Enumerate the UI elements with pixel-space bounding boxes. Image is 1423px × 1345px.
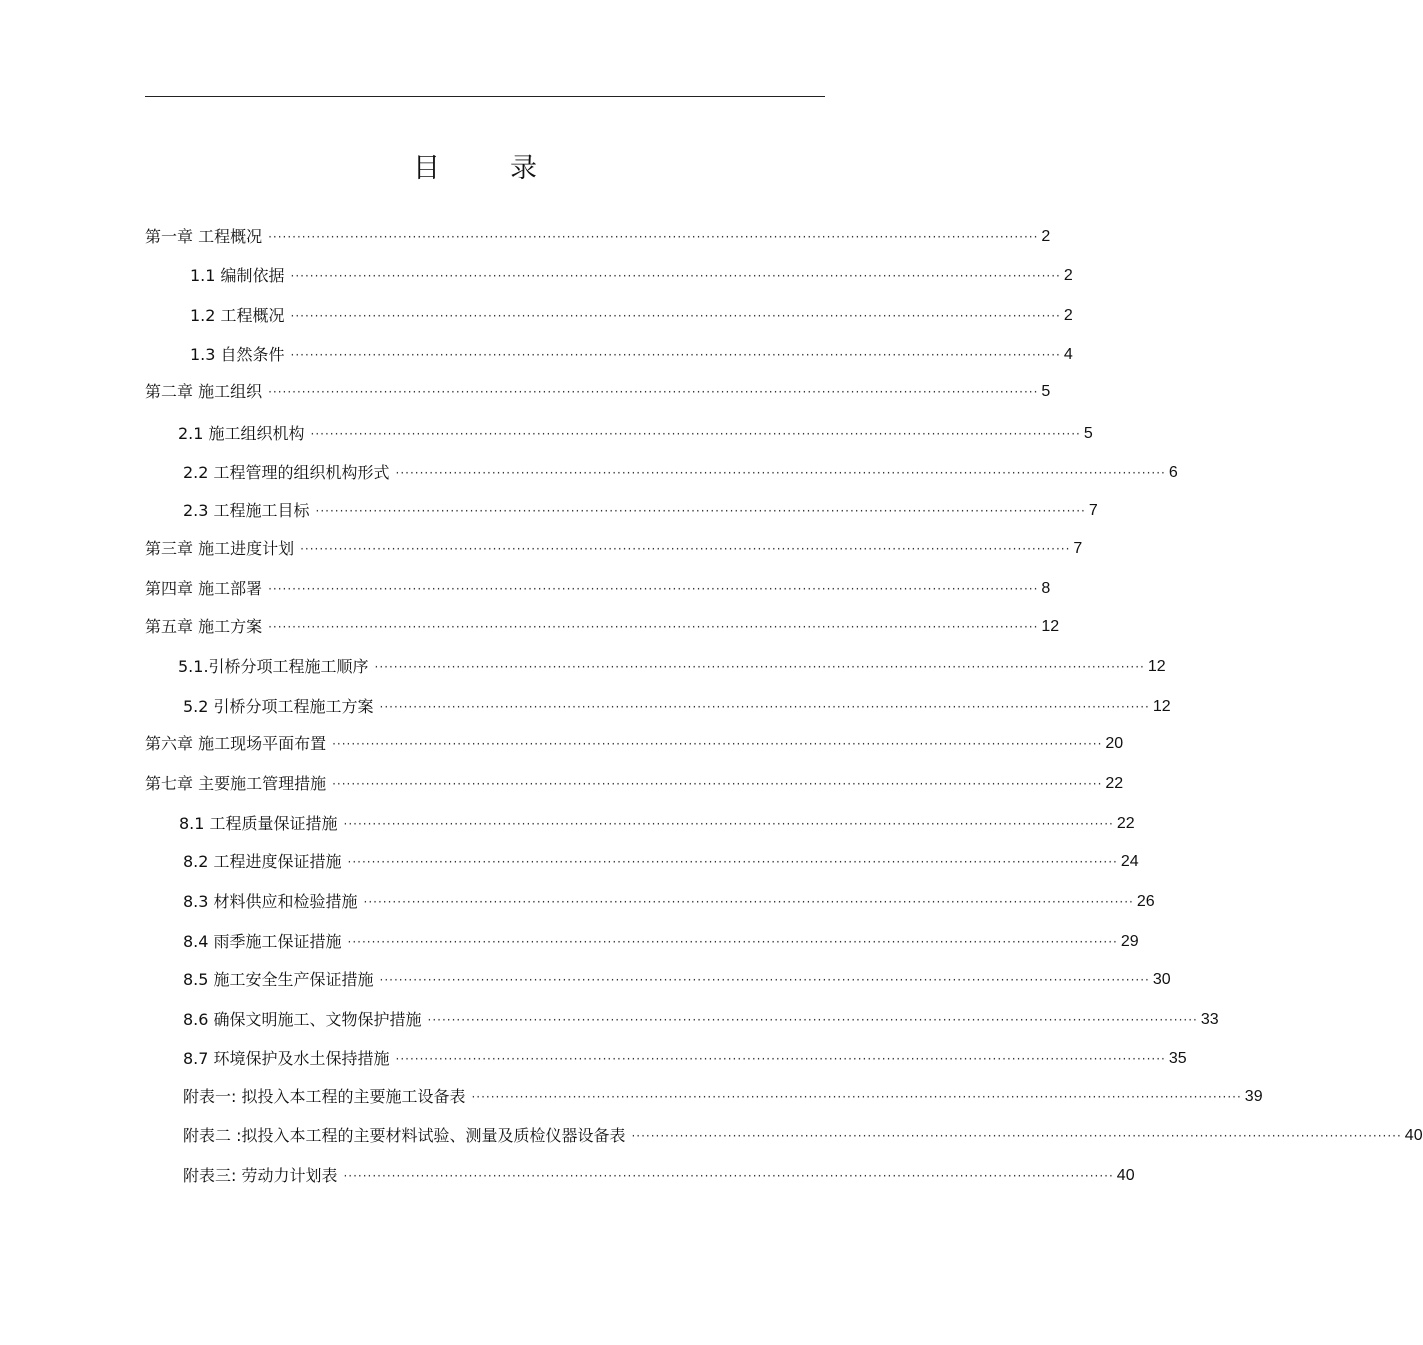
toc-entry[interactable] — [183, 1122, 1423, 1146]
toc-dot-leader: ································································································································································ — [374, 660, 1145, 674]
toc-dot-leader: ································································································································································ — [290, 309, 1061, 323]
toc-entry-label: 8.5 施工安全生产保证措施 — [183, 970, 374, 989]
toc-entry[interactable] — [145, 575, 1051, 599]
toc-entry[interactable] — [183, 848, 1139, 872]
toc-entry-page-number: 2 — [1041, 228, 1051, 245]
toc-dot-leader: ································································································································································ — [332, 777, 1103, 791]
toc-dot-leader: ································································································································································ — [395, 466, 1166, 480]
toc-entry-page-number: 2 — [1063, 267, 1073, 284]
toc-dot-leader: ································································································································································ — [379, 973, 1150, 987]
toc-entry[interactable] — [179, 810, 1135, 834]
toc-entry-page-number: 30 — [1152, 971, 1171, 988]
toc-entry-page-number: 24 — [1120, 853, 1139, 870]
toc-entry-page-number: 12 — [1147, 658, 1166, 675]
toc-entry-page-number: 22 — [1105, 775, 1124, 792]
toc-entry-label: 1.3 自然条件 — [190, 345, 285, 364]
toc-dot-leader: ································································································································································ — [332, 737, 1103, 751]
toc-entry-label: 附表二 :拟投入本工程的主要材料试验、测量及质检仪器设备表 — [183, 1126, 626, 1145]
toc-dot-leader: ································································································································································ — [290, 348, 1061, 362]
toc-entry[interactable] — [145, 613, 1060, 637]
toc-entry-label: 1.2 工程概况 — [190, 306, 285, 325]
toc-entry-page-number: 12 — [1152, 698, 1171, 715]
toc-dot-leader: ································································································································································ — [268, 385, 1039, 399]
toc-entry[interactable] — [183, 693, 1171, 717]
toc-dot-leader: ································································································································································ — [347, 855, 1118, 869]
toc-entry-label: 5.2 引桥分项工程施工方案 — [183, 697, 374, 716]
toc-entry[interactable] — [183, 966, 1171, 990]
toc-entry[interactable] — [183, 928, 1139, 952]
toc-dot-leader: ································································································································································ — [268, 620, 1039, 634]
toc-entry[interactable] — [145, 770, 1124, 794]
toc-entry-page-number: 29 — [1120, 933, 1139, 950]
toc-entry-page-number: 20 — [1105, 735, 1124, 752]
toc-entry-page-number: 35 — [1168, 1050, 1187, 1067]
toc-entry-label: 8.2 工程进度保证措施 — [183, 852, 342, 871]
toc-entry[interactable] — [183, 1083, 1263, 1107]
toc-entry[interactable] — [183, 1006, 1219, 1030]
toc-entry-page-number: 22 — [1116, 815, 1135, 832]
toc-entry-label: 5.1.引桥分项工程施工顺序 — [178, 657, 369, 676]
toc-entry[interactable] — [190, 262, 1073, 286]
toc-entry-page-number: 4 — [1063, 346, 1073, 363]
toc-entry-label: 附表三: 劳动力计划表 — [183, 1166, 338, 1185]
toc-dot-leader: ································································································································································ — [290, 269, 1061, 283]
toc-dot-leader: ································································································································································ — [268, 230, 1039, 244]
toc-entry[interactable] — [178, 420, 1093, 444]
toc-dot-leader: ································································································································································ — [310, 427, 1081, 441]
toc-dot-leader: ································································································································································ — [427, 1013, 1198, 1027]
toc-entry-label: 8.7 环境保护及水土保持措施 — [183, 1049, 390, 1068]
toc-entry[interactable] — [145, 223, 1051, 247]
toc-entry-page-number: 7 — [1073, 540, 1083, 557]
toc-entry-page-number: 40 — [1404, 1127, 1423, 1144]
toc-entry[interactable] — [183, 1162, 1135, 1186]
toc-dot-leader: ································································································································································ — [631, 1129, 1402, 1143]
toc-dot-leader: ································································································································································ — [300, 542, 1071, 556]
toc-dot-leader: ································································································································································ — [343, 1169, 1114, 1183]
toc-entry-label: 附表一: 拟投入本工程的主要施工设备表 — [183, 1087, 466, 1106]
toc-entry[interactable] — [183, 459, 1178, 483]
toc-entry-label: 2.2 工程管理的组织机构形式 — [183, 463, 390, 482]
toc-entry-page-number: 26 — [1136, 893, 1155, 910]
toc-entry[interactable] — [145, 535, 1083, 559]
toc-entry-page-number: 7 — [1088, 502, 1098, 519]
toc-entry[interactable] — [183, 888, 1155, 912]
toc-entry-page-number: 5 — [1083, 425, 1093, 442]
toc-entry[interactable] — [190, 302, 1073, 326]
toc-entry-page-number: 8 — [1041, 580, 1051, 597]
title-char-2: 录 — [510, 153, 537, 184]
toc-entry[interactable] — [178, 653, 1166, 677]
toc-entry-page-number: 39 — [1244, 1088, 1263, 1105]
toc-entry-label: 8.6 确保文明施工、文物保护措施 — [183, 1010, 422, 1029]
toc-entry-label: 2.3 工程施工目标 — [183, 501, 310, 520]
toc-entry-page-number: 33 — [1200, 1011, 1219, 1028]
toc-entry-label: 第六章 施工现场平面布置 — [145, 734, 327, 753]
toc-entry-label: 8.1 工程质量保证措施 — [179, 814, 338, 833]
toc-entry-page-number: 2 — [1063, 307, 1073, 324]
toc-dot-leader: ································································································································································ — [471, 1090, 1242, 1104]
toc-entry[interactable] — [190, 341, 1073, 365]
toc-entry-label: 8.4 雨季施工保证措施 — [183, 932, 342, 951]
toc-entry-page-number: 5 — [1041, 383, 1051, 400]
toc-entry-label: 第二章 施工组织 — [145, 382, 263, 401]
toc-entry[interactable] — [145, 730, 1124, 754]
toc-dot-leader: ································································································································································ — [363, 895, 1134, 909]
toc-entry-label: 1.1 编制依据 — [190, 266, 285, 285]
title-char-1: 目 — [413, 153, 440, 184]
toc-entry-label: 2.1 施工组织机构 — [178, 424, 305, 443]
toc-dot-leader: ································································································································································ — [315, 504, 1086, 518]
toc-entry[interactable] — [145, 378, 1051, 402]
toc-dot-leader: ································································································································································ — [347, 935, 1118, 949]
toc-dot-leader: ································································································································································ — [343, 817, 1114, 831]
toc-entry-page-number: 6 — [1168, 464, 1178, 481]
toc-entry-label: 第三章 施工进度计划 — [145, 539, 295, 558]
toc-dot-leader: ································································································································································ — [268, 582, 1039, 596]
toc-entry[interactable] — [183, 497, 1098, 521]
toc-entry-label: 第五章 施工方案 — [145, 617, 263, 636]
toc-entry-page-number: 12 — [1041, 618, 1060, 635]
toc-dot-leader: ································································································································································ — [395, 1052, 1166, 1066]
toc-entry-label: 第一章 工程概况 — [145, 227, 263, 246]
toc-entry-label: 第四章 施工部署 — [145, 579, 263, 598]
toc-entry[interactable] — [183, 1045, 1187, 1069]
toc-entry-label: 8.3 材料供应和检验措施 — [183, 892, 358, 911]
toc-entry-label: 第七章 主要施工管理措施 — [145, 774, 327, 793]
toc-dot-leader: ································································································································································ — [379, 700, 1150, 714]
toc-entry-page-number: 40 — [1116, 1167, 1135, 1184]
